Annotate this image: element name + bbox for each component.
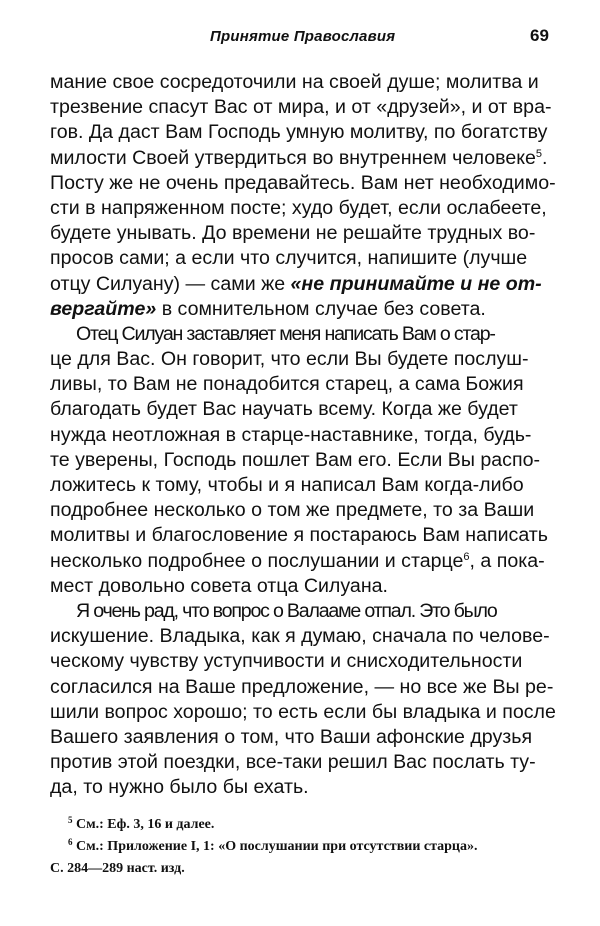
footnote-6-continuation: С. 284—289 наст. изд.: [50, 861, 185, 876]
text-segment: , а пока-: [469, 549, 545, 572]
text-segment: отцу Силуану) — сами же: [50, 272, 291, 295]
text-line: молитвы и благословение я постараюсь Вам написать: [50, 524, 548, 547]
running-head: Принятие Православия: [210, 28, 396, 45]
footnote-mark: 5: [68, 815, 73, 825]
text-line: мест довольно совета отца Силуана.: [50, 574, 388, 597]
text-line: нужда неотложная в старце-наставнике, тогда, будь-: [50, 423, 532, 446]
text-line: благодать будет Вас научать всему. Когда же будет: [50, 398, 518, 421]
text-line: против этой поездки, все-таки решил Вас послать ту-: [50, 751, 536, 774]
text-line: искушение. Владыка, как я думаю, сначала по челове-: [50, 625, 550, 648]
body-text: [50, 70, 570, 800]
text-line: те уверены, Господь пошлет Вам его. Если Вы распо-: [50, 448, 541, 471]
footnote-ref-5: 5: [535, 147, 543, 160]
text-line: Вашего заявления о том, что Ваши афонские друзья: [50, 725, 533, 748]
footnote-text: См.: Приложение I, 1: «О послушании при отсутствии старца».: [76, 839, 478, 854]
text-line: шили вопрос хорошо; то есть если бы владыка и после: [50, 700, 556, 723]
text-line: гов. Да даст Вам Господь умную молитву, по богатству: [50, 121, 548, 144]
text-line: [50, 549, 570, 574]
page-number: 69: [530, 26, 549, 45]
text-line: ложитесь к тому, чтобы и я написал Вам когда-либо: [50, 474, 524, 496]
text-line: подробнее несколько о том же предмете, то за Ваши: [50, 499, 535, 522]
emphasis-text: «не принимайте и не от-: [290, 272, 542, 295]
text-line: согласился на Ваше предложение, — но все же Вы ре-: [50, 675, 554, 698]
paragraph-start-line: Отец Силуан заставляет меня написать Вам о стар-: [76, 322, 495, 345]
footnotes: [50, 814, 570, 880]
footnote-5: [50, 814, 570, 836]
paragraph-start-line: Я очень рад, что вопрос о Валааме отпал. Это было: [76, 599, 497, 622]
text-line: [50, 272, 570, 297]
footnote-ref-6: 6: [463, 550, 470, 563]
emphasis-text: вергайте»: [50, 297, 157, 320]
text-segment: милости Своей утвердиться во внутреннем человеке: [50, 146, 536, 169]
footnote-mark: 6: [68, 837, 73, 847]
footnote-text: См.: Еф. 3, 16 и далее.: [76, 817, 215, 832]
text-line: трезвение спасут Вас от мира, и от «друзей», и от вра-: [50, 96, 552, 119]
text-line: [50, 297, 570, 322]
text-line: сти в напряженном посте; худо будет, если ослабеете,: [50, 196, 547, 219]
text-segment: в сомнительном случае без совета.: [156, 297, 486, 320]
text-line: просов сами; а если что случится, напишите (лучше: [50, 247, 528, 270]
text-line: будете унывать. До времени не решайте трудных во-: [50, 222, 536, 245]
text-line: ливы, то Вам не понадобится старец, а сама Божия: [50, 373, 524, 396]
text-line: ческому чувству уступчивости и снисходительности: [50, 650, 523, 673]
text-line: Посту же не очень предавайтесь. Вам нет необходимо-: [50, 171, 556, 194]
text-line: да, то нужно было бы ехать.: [50, 776, 309, 799]
footnote-6: [50, 836, 570, 858]
text-segment: несколько подробнее о послушании и старце: [50, 549, 464, 572]
text-line: це для Вас. Он говорит, что если Вы будете послуш-: [50, 348, 529, 371]
text-line: милости Своей утвердиться во внутреннем человеке$^5$.: [50, 146, 548, 169]
text-line: мание свое сосредоточили на своей душе; молитва и: [50, 71, 539, 93]
